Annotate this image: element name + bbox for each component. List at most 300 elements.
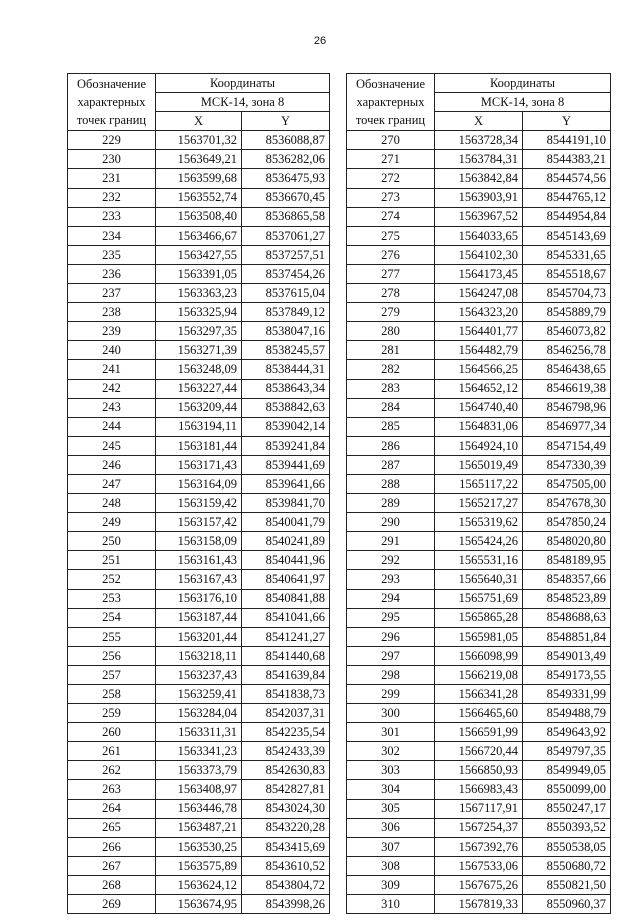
x-coordinate-cell: 1563575,89 [156,856,242,875]
y-coordinate-cell: 8537454,26 [242,264,330,283]
point-number-cell: 234 [68,226,156,245]
y-coordinate-cell: 8550099,00 [523,780,611,799]
table-row [68,226,330,245]
y-coordinate-cell: 8550247,17 [523,799,611,818]
x-coordinate-cell: 1563194,11 [156,417,242,436]
table-row [347,551,611,570]
x-coordinate-cell: 1564323,20 [435,303,523,322]
y-coordinate-cell: 8549331,99 [523,685,611,704]
table-row [347,322,611,341]
point-number-cell: 264 [68,799,156,818]
table-row [347,360,611,379]
y-coordinate-cell: 8542827,81 [242,780,330,799]
table-row [68,245,330,264]
point-number-cell: 277 [347,264,435,283]
x-coordinate-cell: 1567533,06 [435,856,523,875]
y-coordinate-cell: 8546073,82 [523,322,611,341]
point-number-cell: 288 [347,474,435,493]
table-row [347,742,611,761]
table-row [68,704,330,723]
y-coordinate-cell: 8545704,73 [523,284,611,303]
point-number-cell: 236 [68,264,156,283]
y-coordinate-cell: 8550821,50 [523,875,611,894]
y-coordinate-cell: 8546798,96 [523,398,611,417]
x-coordinate-cell: 1563427,55 [156,245,242,264]
x-coordinate-cell: 1563248,09 [156,360,242,379]
table-row [68,455,330,474]
x-coordinate-cell: 1566591,99 [435,723,523,742]
x-coordinate-cell: 1563158,09 [156,532,242,551]
y-coordinate-cell: 8537615,04 [242,284,330,303]
y-coordinate-cell: 8539241,84 [242,436,330,455]
point-designation-header: Обозначение характерных точек границ [68,74,156,131]
x-coordinate-cell: 1567819,33 [435,895,523,914]
y-coordinate-cell: 8537257,51 [242,245,330,264]
point-number-cell: 282 [347,360,435,379]
table-row [347,245,611,264]
x-coordinate-cell: 1563466,67 [156,226,242,245]
point-number-cell: 229 [68,131,156,150]
point-number-cell: 289 [347,494,435,513]
point-number-cell: 238 [68,303,156,322]
table-row [68,513,330,532]
x-coordinate-cell: 1563649,21 [156,150,242,169]
y-coordinate-cell: 8549488,79 [523,704,611,723]
x-coordinate-cell: 1564173,45 [435,264,523,283]
x-coordinate-cell: 1564247,08 [435,284,523,303]
table-row [347,818,611,837]
coordinate-system-header: МСК-14, зона 8 [435,93,611,112]
point-number-cell: 256 [68,646,156,665]
table-row [68,360,330,379]
y-coordinate-cell: 8544383,21 [523,150,611,169]
x-coordinate-cell: 1567675,26 [435,875,523,894]
table-row [347,284,611,303]
page-number: 26 [313,35,327,47]
y-coordinate-cell: 8543415,69 [242,837,330,856]
y-coordinate-cell: 8544191,10 [523,131,611,150]
point-number-cell: 309 [347,875,435,894]
point-number-cell: 243 [68,398,156,417]
point-number-cell: 253 [68,589,156,608]
table-row [68,303,330,322]
x-coordinate-cell: 1563311,31 [156,723,242,742]
x-coordinate-cell: 1566850,93 [435,761,523,780]
table-row [68,875,330,894]
point-number-cell: 299 [347,685,435,704]
x-coordinate-cell: 1563408,97 [156,780,242,799]
table-row [68,284,330,303]
y-coordinate-cell: 8548189,95 [523,551,611,570]
table-row [347,494,611,513]
point-number-cell: 291 [347,532,435,551]
y-coordinate-cell: 8539042,14 [242,417,330,436]
y-coordinate-cell: 8546438,65 [523,360,611,379]
x-coordinate-cell: 1565217,27 [435,494,523,513]
point-number-cell: 287 [347,455,435,474]
table-row [68,856,330,875]
y-coordinate-cell: 8540441,96 [242,551,330,570]
point-number-cell: 246 [68,455,156,474]
x-coordinate-cell: 1564740,40 [435,398,523,417]
x-coordinate-cell: 1563209,44 [156,398,242,417]
point-number-cell: 286 [347,436,435,455]
y-coordinate-cell: 8536088,87 [242,131,330,150]
y-coordinate-cell: 8541639,84 [242,665,330,684]
x-coordinate-cell: 1563530,25 [156,837,242,856]
point-number-cell: 273 [347,188,435,207]
y-coordinate-cell: 8543610,52 [242,856,330,875]
table-row [68,742,330,761]
y-coordinate-cell: 8546256,78 [523,341,611,360]
x-coordinate-cell: 1563363,23 [156,284,242,303]
point-number-cell: 297 [347,646,435,665]
point-number-cell: 267 [68,856,156,875]
point-number-cell: 252 [68,570,156,589]
y-coordinate-cell: 8538842,63 [242,398,330,417]
table-row [347,436,611,455]
point-number-cell: 261 [68,742,156,761]
x-coordinate-cell: 1563259,41 [156,685,242,704]
y-coordinate-cell: 8545143,69 [523,226,611,245]
point-number-cell: 310 [347,895,435,914]
point-number-cell: 300 [347,704,435,723]
point-number-cell: 248 [68,494,156,513]
y-coordinate-cell: 8547678,30 [523,494,611,513]
point-number-cell: 266 [68,837,156,856]
table-row [347,704,611,723]
y-coordinate-cell: 8543024,30 [242,799,330,818]
y-coordinate-cell: 8547505,00 [523,474,611,493]
x-column-header: X [156,112,242,131]
table-row [347,570,611,589]
x-coordinate-cell: 1564652,12 [435,379,523,398]
y-coordinate-cell: 8550960,37 [523,895,611,914]
y-coordinate-cell: 8542630,83 [242,761,330,780]
point-number-cell: 274 [347,207,435,226]
point-number-cell: 260 [68,723,156,742]
y-coordinate-cell: 8548523,89 [523,589,611,608]
y-coordinate-cell: 8542037,31 [242,704,330,723]
table-row [347,627,611,646]
table-row [347,455,611,474]
x-coordinate-cell: 1565981,05 [435,627,523,646]
y-coordinate-cell: 8536670,45 [242,188,330,207]
x-coordinate-cell: 1563161,43 [156,551,242,570]
y-coordinate-cell: 8541041,66 [242,608,330,627]
y-column-header: Y [523,112,611,131]
x-coordinate-cell: 1563552,74 [156,188,242,207]
y-coordinate-cell: 8536865,58 [242,207,330,226]
point-number-cell: 239 [68,322,156,341]
point-number-cell: 259 [68,704,156,723]
y-coordinate-cell: 8545331,65 [523,245,611,264]
table-row [347,398,611,417]
x-coordinate-cell: 1563784,31 [435,150,523,169]
x-coordinate-cell: 1563674,95 [156,895,242,914]
table-row [347,474,611,493]
y-coordinate-cell: 8541440,68 [242,646,330,665]
point-number-cell: 255 [68,627,156,646]
x-coordinate-cell: 1566983,43 [435,780,523,799]
table-row [68,207,330,226]
table-row [68,780,330,799]
y-coordinate-cell: 8539441,69 [242,455,330,474]
point-number-cell: 257 [68,665,156,684]
x-coordinate-cell: 1563218,11 [156,646,242,665]
x-coordinate-cell: 1564102,30 [435,245,523,264]
x-coordinate-cell: 1563297,35 [156,322,242,341]
table-row [347,895,611,914]
point-number-cell: 292 [347,551,435,570]
point-number-cell: 280 [347,322,435,341]
table-row [68,379,330,398]
point-designation-header: Обозначение характерных точек границ [347,74,435,131]
x-coordinate-cell: 1567254,37 [435,818,523,837]
x-coordinate-cell: 1563842,84 [435,169,523,188]
x-coordinate-cell: 1565751,69 [435,589,523,608]
x-coordinate-cell: 1563903,91 [435,188,523,207]
table-row [68,837,330,856]
table-row [347,188,611,207]
x-coordinate-cell: 1566465,60 [435,704,523,723]
y-coordinate-cell: 8549643,92 [523,723,611,742]
coordinates-title-header: Координаты [156,74,330,93]
point-number-cell: 308 [347,856,435,875]
x-coordinate-cell: 1564033,65 [435,226,523,245]
x-coordinate-cell: 1565117,22 [435,474,523,493]
y-coordinate-cell: 8540841,88 [242,589,330,608]
point-number-cell: 295 [347,608,435,627]
table-row [68,761,330,780]
x-coordinate-cell: 1564401,77 [435,322,523,341]
x-coordinate-cell: 1563599,68 [156,169,242,188]
point-number-cell: 263 [68,780,156,799]
point-number-cell: 242 [68,379,156,398]
point-number-cell: 281 [347,341,435,360]
point-number-cell: 305 [347,799,435,818]
y-coordinate-cell: 8538047,16 [242,322,330,341]
x-coordinate-cell: 1564831,06 [435,417,523,436]
point-number-cell: 272 [347,169,435,188]
point-number-cell: 278 [347,284,435,303]
table-row [68,494,330,513]
point-number-cell: 265 [68,818,156,837]
point-number-cell: 250 [68,532,156,551]
x-coordinate-cell: 1565424,26 [435,532,523,551]
y-coordinate-cell: 8544954,84 [523,207,611,226]
y-coordinate-cell: 8541838,73 [242,685,330,704]
y-coordinate-cell: 8540641,97 [242,570,330,589]
point-number-cell: 237 [68,284,156,303]
table-row [347,303,611,322]
y-coordinate-cell: 8542433,39 [242,742,330,761]
table-row [347,608,611,627]
x-coordinate-cell: 1563284,04 [156,704,242,723]
point-number-cell: 262 [68,761,156,780]
y-coordinate-cell: 8548020,80 [523,532,611,551]
y-coordinate-cell: 8546977,34 [523,417,611,436]
coordinates-table-left [67,73,330,914]
y-coordinate-cell: 8550538,05 [523,837,611,856]
x-coordinate-cell: 1567117,91 [435,799,523,818]
y-coordinate-cell: 8536282,06 [242,150,330,169]
x-coordinate-cell: 1567392,76 [435,837,523,856]
point-number-cell: 268 [68,875,156,894]
x-column-header: X [435,112,523,131]
y-coordinate-cell: 8548851,84 [523,627,611,646]
table-row [347,780,611,799]
table-row [68,570,330,589]
table-row [347,150,611,169]
x-coordinate-cell: 1563187,44 [156,608,242,627]
point-number-cell: 232 [68,188,156,207]
table-row [68,169,330,188]
point-number-cell: 275 [347,226,435,245]
y-coordinate-cell: 8540041,79 [242,513,330,532]
x-coordinate-cell: 1563624,12 [156,875,242,894]
x-coordinate-cell: 1563325,94 [156,303,242,322]
point-number-cell: 279 [347,303,435,322]
y-coordinate-cell: 8542235,54 [242,723,330,742]
table-row [68,341,330,360]
point-number-cell: 285 [347,417,435,436]
point-number-cell: 251 [68,551,156,570]
point-number-cell: 304 [347,780,435,799]
point-number-cell: 233 [68,207,156,226]
point-number-cell: 293 [347,570,435,589]
table-row [347,799,611,818]
y-coordinate-cell: 8541241,27 [242,627,330,646]
table-row [68,532,330,551]
x-coordinate-cell: 1563701,32 [156,131,242,150]
y-coordinate-cell: 8538643,34 [242,379,330,398]
x-coordinate-cell: 1564924,10 [435,436,523,455]
table-row [347,723,611,742]
table-row [68,474,330,493]
coordinates-title-header: Координаты [435,74,611,93]
table-row [347,226,611,245]
x-coordinate-cell: 1566341,28 [435,685,523,704]
point-number-cell: 283 [347,379,435,398]
table-row [347,513,611,532]
y-coordinate-cell: 8550680,72 [523,856,611,875]
table-row [68,417,330,436]
y-coordinate-cell: 8543220,28 [242,818,330,837]
x-coordinate-cell: 1563373,79 [156,761,242,780]
point-number-cell: 303 [347,761,435,780]
y-coordinate-cell: 8545889,79 [523,303,611,322]
table-row [68,188,330,207]
x-coordinate-cell: 1563167,43 [156,570,242,589]
y-coordinate-cell: 8545518,67 [523,264,611,283]
y-coordinate-cell: 8547330,39 [523,455,611,474]
table-row [347,341,611,360]
coordinate-system-header: МСК-14, зона 8 [156,93,330,112]
coordinates-table-right [346,73,611,914]
point-number-cell: 241 [68,360,156,379]
table-row [347,665,611,684]
point-number-cell: 244 [68,417,156,436]
point-number-cell: 294 [347,589,435,608]
point-number-cell: 269 [68,895,156,914]
y-coordinate-cell: 8543804,72 [242,875,330,894]
y-coordinate-cell: 8540241,89 [242,532,330,551]
table-row [347,856,611,875]
point-number-cell: 302 [347,742,435,761]
x-coordinate-cell: 1563487,21 [156,818,242,837]
table-row [68,723,330,742]
y-coordinate-cell: 8550393,52 [523,818,611,837]
x-coordinate-cell: 1563171,43 [156,455,242,474]
x-coordinate-cell: 1563341,23 [156,742,242,761]
table-row [68,627,330,646]
x-coordinate-cell: 1565319,62 [435,513,523,532]
table-row [68,818,330,837]
x-coordinate-cell: 1565865,28 [435,608,523,627]
table-row [347,646,611,665]
point-number-cell: 247 [68,474,156,493]
y-coordinate-cell: 8544574,56 [523,169,611,188]
x-coordinate-cell: 1566720,44 [435,742,523,761]
table-row [347,379,611,398]
y-coordinate-cell: 8546619,38 [523,379,611,398]
y-coordinate-cell: 8547850,24 [523,513,611,532]
x-coordinate-cell: 1563728,34 [435,131,523,150]
point-number-cell: 301 [347,723,435,742]
x-coordinate-cell: 1563271,39 [156,341,242,360]
x-coordinate-cell: 1563181,44 [156,436,242,455]
x-coordinate-cell: 1563508,40 [156,207,242,226]
y-coordinate-cell: 8539841,70 [242,494,330,513]
y-coordinate-cell: 8548357,66 [523,570,611,589]
point-number-cell: 235 [68,245,156,264]
table-row [347,875,611,894]
point-number-cell: 307 [347,837,435,856]
y-coordinate-cell: 8538444,31 [242,360,330,379]
table-row [68,131,330,150]
y-coordinate-cell: 8537849,12 [242,303,330,322]
table-row [68,685,330,704]
x-coordinate-cell: 1563446,78 [156,799,242,818]
table-row [347,761,611,780]
x-coordinate-cell: 1563157,42 [156,513,242,532]
point-number-cell: 240 [68,341,156,360]
x-coordinate-cell: 1565531,16 [435,551,523,570]
point-number-cell: 270 [347,131,435,150]
table-row [347,837,611,856]
x-coordinate-cell: 1564566,25 [435,360,523,379]
y-coordinate-cell: 8538245,57 [242,341,330,360]
y-coordinate-cell: 8548688,63 [523,608,611,627]
y-coordinate-cell: 8549797,35 [523,742,611,761]
table-row [347,169,611,188]
point-number-cell: 306 [347,818,435,837]
table-row [68,264,330,283]
table-row [347,131,611,150]
table-row [68,551,330,570]
x-coordinate-cell: 1566219,08 [435,665,523,684]
table-row [68,322,330,341]
x-coordinate-cell: 1563176,10 [156,589,242,608]
point-number-cell: 231 [68,169,156,188]
x-coordinate-cell: 1565640,31 [435,570,523,589]
table-row [347,589,611,608]
y-column-header: Y [242,112,330,131]
x-coordinate-cell: 1563227,44 [156,379,242,398]
point-number-cell: 254 [68,608,156,627]
point-number-cell: 298 [347,665,435,684]
